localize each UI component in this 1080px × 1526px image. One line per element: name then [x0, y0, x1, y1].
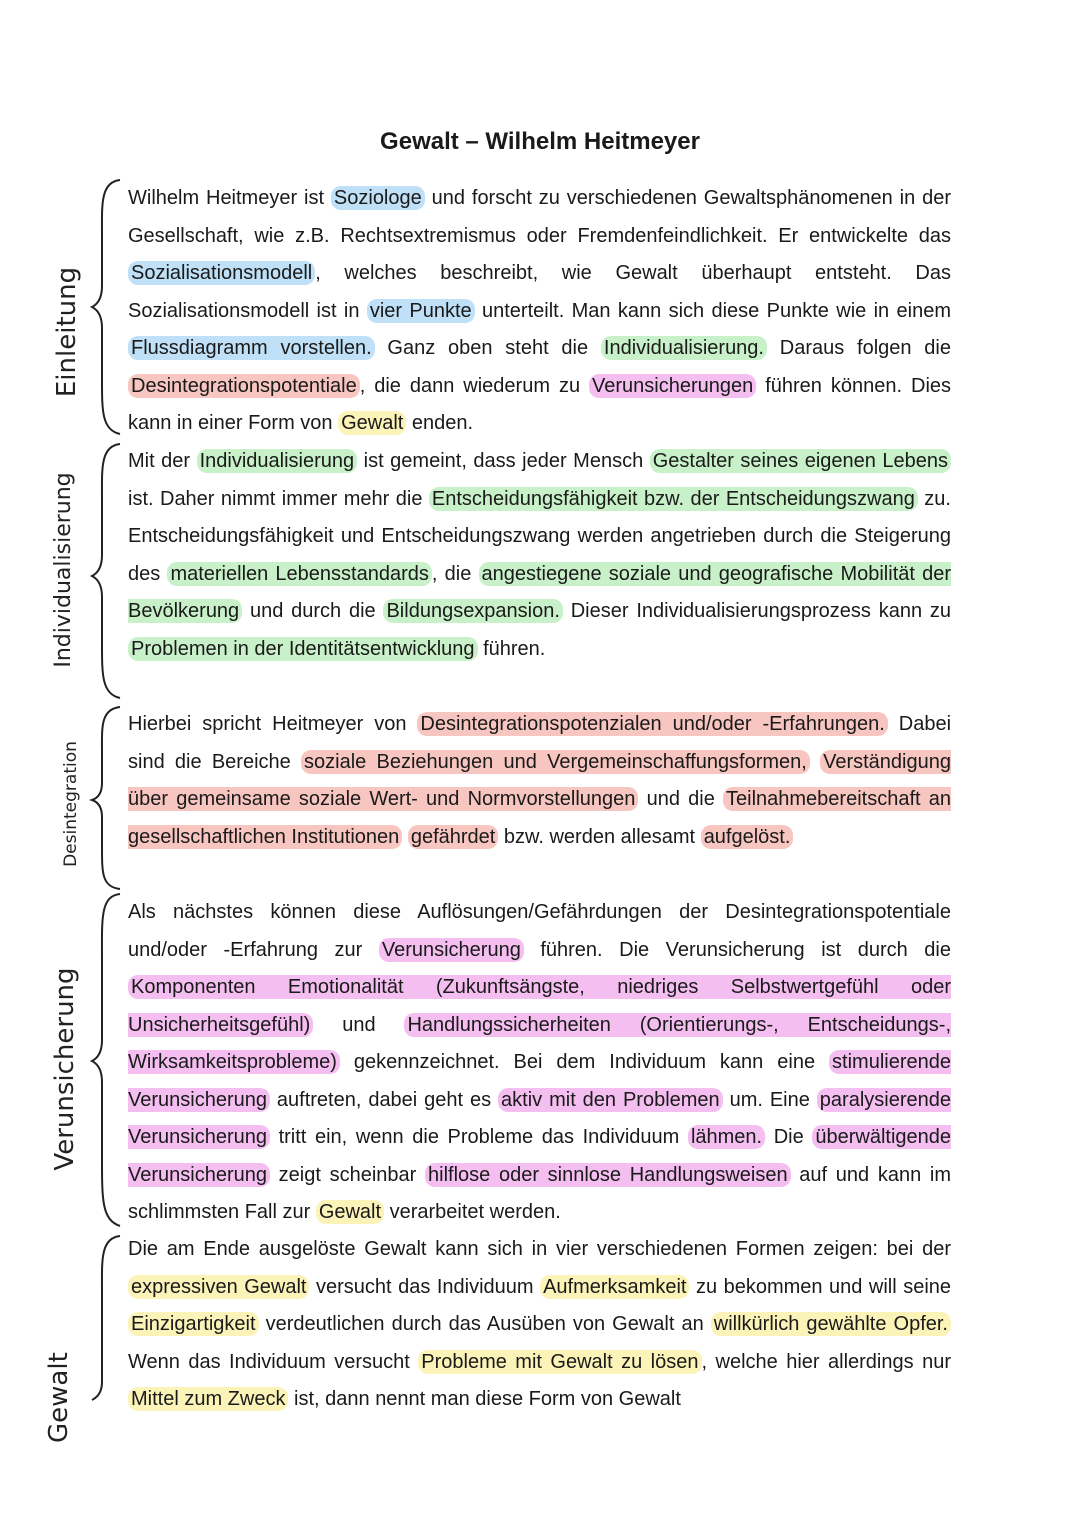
- text: Wilhelm Heitmeyer ist: [128, 187, 331, 209]
- text: Daraus folgen die: [767, 337, 951, 359]
- text: Dieser Individualisierungsprozess kann zu: [562, 600, 951, 622]
- highlight-green: Individualisierung.: [601, 336, 767, 360]
- paragraph-individualisierung: [128, 443, 951, 668]
- brace-gewalt: [88, 1232, 122, 1422]
- side-label-einleitung: Einleitung: [52, 266, 82, 398]
- text: gekennzeichnet. Bei dem Individuum kann eine: [339, 1051, 830, 1073]
- text: , die dann wiederum zu: [359, 374, 590, 397]
- highlight-red: Desintegrationspotentiale: [128, 374, 360, 398]
- text: ist, dann nennt man diese Form von Gewalt: [288, 1388, 681, 1410]
- side-label-gewalt: Gewalt: [44, 1352, 74, 1443]
- text: , die: [431, 562, 479, 585]
- text: Ganz oben steht die: [374, 337, 601, 359]
- paragraph-verunsicherung: [128, 894, 951, 1232]
- text: zu bekommen und will seine: [689, 1275, 952, 1298]
- text: ist gemeint, dass jeder Mensch: [357, 450, 650, 472]
- highlight-blue: Soziologe: [331, 186, 425, 210]
- highlight-blue: Sozialisationsmodell: [128, 261, 315, 285]
- highlight-pink: aktiv mit den Problemen: [498, 1088, 723, 1112]
- text: ist. Daher nimmt immer mehr die: [128, 487, 429, 510]
- highlight-blue: vier Punkte: [367, 299, 475, 323]
- text: zu. Entscheidungsfähigkeit und Entscheidungszwang werden angetrieben durch die Steigerung des: [128, 487, 951, 585]
- text: auftreten, dabei geht es: [269, 1088, 499, 1111]
- text: Die: [765, 1126, 813, 1148]
- text: tritt ein, wenn die Probleme das Individuum: [269, 1126, 688, 1148]
- text: [402, 826, 408, 848]
- highlight-pink: lähmen.: [688, 1125, 765, 1149]
- highlight-red: Teilnahmebereitschaft an gesellschaftlichen Institutionen: [128, 788, 951, 848]
- text: , welches beschreibt, wie Gewalt überhaupt entsteht. Das Sozialisationsmodell ist in: [128, 262, 951, 322]
- text: Wenn das Individuum versucht: [128, 1350, 419, 1373]
- highlight-yellow: Probleme mit Gewalt zu lösen: [418, 1350, 701, 1374]
- brace-einleitung: [88, 176, 122, 438]
- page-title: Gewalt – Wilhelm Heitmeyer: [380, 128, 700, 155]
- highlight-pink: Handlungssicherheiten (Orientierungs-, Entscheidungs-, Wirksamkeitsprobleme): [128, 1013, 951, 1073]
- text: auf und kann im schlimmsten Fall zur: [128, 1163, 952, 1223]
- highlight-yellow: willkürlich gewählte Opfer.: [711, 1312, 951, 1336]
- highlight-green: angestiegene soziale und geografische Mobilität der Bevölkerung: [128, 562, 952, 622]
- highlight-green: Individualisierung: [197, 449, 358, 473]
- highlight-green: materiellen Lebensstandards: [167, 562, 431, 586]
- highlight-yellow: Gewalt: [338, 411, 406, 435]
- highlight-green: Gestalter seines eigenen Lebens: [650, 449, 951, 473]
- highlight-pink: paralysierende Verunsicherung: [128, 1088, 951, 1148]
- side-label-verunsicherung: Verunsicherung: [50, 967, 80, 1171]
- text: um. Eine: [722, 1088, 817, 1111]
- highlight-red: Verständigung über gemeinsame soziale Wert- und Normvorstellungen: [128, 750, 951, 810]
- highlight-pink: Komponenten Emotionalität (Zukunftsängste, niedriges Selbstwertgefühl oder Unsicherheitsgefühl): [128, 976, 951, 1036]
- highlight-red: soziale Beziehungen und Vergemeinschaffungsformen,: [301, 750, 810, 774]
- highlight-pink: Verunsicherung: [379, 938, 524, 962]
- highlight-pink: hilflose oder sinnlose Handlungsweisen: [425, 1163, 791, 1187]
- text: und durch die: [242, 600, 384, 622]
- highlight-yellow: Gewalt: [316, 1200, 384, 1224]
- highlight-red: aufgelöst.: [701, 825, 794, 849]
- highlight-yellow: Aufmerksamkeit: [540, 1275, 689, 1299]
- text: verdeutlichen durch das Ausüben von Gewalt an: [258, 1313, 711, 1335]
- text: führen. Die Verunsicherung ist durch die: [523, 938, 951, 961]
- highlight-red: Desintegrationspotenzialen und/oder -Erfahrungen.: [417, 712, 887, 736]
- text: Mit der: [128, 450, 197, 472]
- brace-desintegration: [88, 703, 122, 893]
- text: und die: [638, 788, 724, 810]
- highlight-red: gefährdet: [408, 825, 499, 849]
- highlight-blue: Flussdiagramm vorstellen.: [128, 336, 375, 360]
- paragraph-gewalt: [128, 1231, 951, 1419]
- text: zeigt scheinbar: [269, 1163, 426, 1186]
- brace-individualisierung: [88, 440, 122, 702]
- text: enden.: [406, 412, 474, 434]
- text: führen können. Dies kann in einer Form von: [128, 374, 952, 434]
- highlight-green: Bildungsexpansion.: [383, 599, 562, 623]
- text: und forscht zu verschiedenen Gewaltsphänomenen in der Gesellschaft, wie z.B. Rechtsextremismus oder Fremdenfeindlichkeit. Er entwickelte das: [128, 187, 952, 247]
- side-label-desintegration: Desintegration: [61, 741, 81, 867]
- paragraph-desintegration: [128, 706, 951, 856]
- highlight-green: Entscheidungsfähigkeit bzw. der Entscheidungszwang: [429, 487, 918, 511]
- text: [810, 751, 820, 773]
- highlight-yellow: expressiven Gewalt: [128, 1275, 309, 1299]
- highlight-pink: überwältigende Verunsicherung: [128, 1126, 951, 1186]
- highlight-yellow: Einzigartigkeit: [128, 1312, 259, 1336]
- text: Die am Ende ausgelöste Gewalt kann sich in vier verschiedenen Formen zeigen: bei der: [128, 1238, 951, 1260]
- text: Hierbei spricht Heitmeyer von: [128, 713, 418, 735]
- text: und: [313, 1013, 405, 1036]
- side-label-individualisierung: Individualisierung: [51, 472, 76, 668]
- text: Dabei sind die Bereiche: [128, 713, 952, 773]
- highlight-yellow: Mittel zum Zweck: [128, 1387, 288, 1411]
- text: versucht das Individuum: [309, 1275, 541, 1298]
- text: , welche hier allerdings nur: [701, 1350, 951, 1373]
- brace-verunsicherung: [88, 890, 122, 1230]
- text: bzw. werden allesamt: [498, 825, 701, 848]
- text: führen.: [477, 637, 546, 660]
- highlight-pink: Verunsicherungen: [589, 374, 756, 398]
- highlight-green: Problemen in der Identitätsentwicklung: [128, 637, 478, 661]
- text: unterteilt. Man kann sich diese Punkte wie in einem: [474, 299, 951, 322]
- text: verarbeitet werden.: [384, 1201, 561, 1223]
- highlight-pink: stimulierende Verunsicherung: [128, 1051, 951, 1111]
- text: Als nächstes können diese Auflösungen/Gefährdungen der Desintegrationspotentiale und/oder -Erfahrung zur: [128, 901, 951, 961]
- paragraph-einleitung: [128, 180, 951, 443]
